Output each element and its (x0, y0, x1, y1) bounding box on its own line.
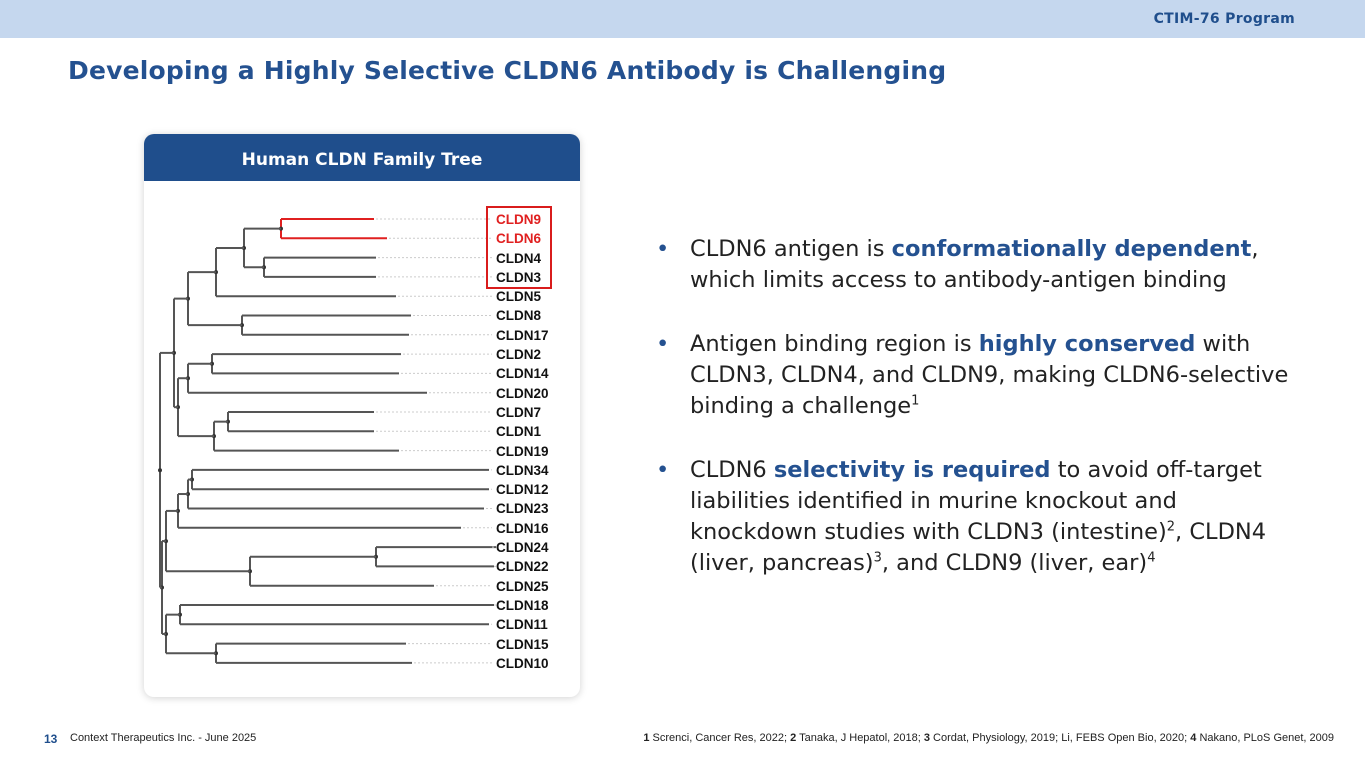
reference-text: Screnci, Cancer Res, 2022; (649, 732, 791, 744)
tree-label: CLDN2 (496, 347, 542, 363)
reference-number: 2 (790, 732, 797, 744)
footnote-ref: 3 (873, 550, 882, 566)
bullet-dot-icon: • (656, 236, 670, 262)
tree-label: CLDN14 (496, 366, 549, 382)
footnote-ref: 1 (911, 393, 920, 409)
tree-card-title: Human CLDN Family Tree (144, 134, 580, 181)
bullet-text: to avoid off-target liabilities identified in murine knockout and knockdown studies with CLDN3 (intestine) (690, 457, 1262, 545)
program-name: CTIM-76 Program (1153, 11, 1295, 27)
page-number: 13 (44, 732, 58, 746)
reference-text: Tanaka, J Hepatol, 2018; (796, 732, 924, 744)
bullet-dot-icon: • (656, 331, 670, 357)
tree-label: CLDN23 (496, 501, 549, 517)
bullet-emphasis: highly conserved (978, 331, 1196, 357)
top-banner (0, 0, 1365, 38)
tree-label: CLDN8 (496, 308, 542, 324)
tree-label: CLDN20 (496, 385, 549, 401)
tree-label: CLDN3 (496, 269, 542, 285)
footer-references (643, 732, 1334, 744)
tree-label: CLDN22 (496, 559, 549, 575)
bullet-text: , and CLDN9 (liver, ear) (881, 550, 1148, 576)
tree-label: CLDN15 (496, 636, 549, 652)
tree-label: CLDN16 (496, 520, 549, 536)
tree-label: CLDN25 (496, 578, 549, 594)
slide-title: Developing a Highly Selective CLDN6 Antibody is Challenging (68, 56, 947, 85)
bullet-item (656, 455, 1296, 579)
tree-label: CLDN6 (496, 231, 542, 247)
bullet-item (656, 329, 1296, 422)
reference-text: Nakano, PLoS Genet, 2009 (1196, 732, 1334, 744)
bullet-emphasis: selectivity is required (773, 457, 1051, 483)
tree-label: CLDN34 (496, 462, 549, 478)
bullet-text: CLDN6 (690, 457, 774, 483)
tree-label: CLDN1 (496, 424, 542, 440)
tree-branches (158, 219, 498, 663)
bullet-text: Antigen binding region is (690, 331, 979, 357)
tree-label: CLDN24 (496, 540, 549, 556)
reference-number: 3 (923, 732, 930, 744)
tree-label: CLDN19 (496, 443, 549, 459)
footnote-ref: 2 (1166, 519, 1176, 535)
bullet-item (656, 234, 1296, 296)
footnote-ref: 4 (1147, 550, 1156, 566)
highlight-box (486, 206, 552, 289)
tree-label: CLDN17 (496, 327, 549, 343)
tree-label: CLDN9 (496, 212, 542, 227)
tree-label: CLDN11 (496, 617, 548, 633)
tree-label: CLDN5 (496, 289, 542, 305)
reference-number: 1 (643, 732, 650, 744)
tree-label: CLDN10 (496, 655, 549, 671)
reference-text: Cordat, Physiology, 2019; Li, FEBS Open Bio, 2020; (929, 732, 1191, 744)
bullet-dot-icon: • (656, 457, 670, 483)
tree-label: CLDN18 (496, 597, 549, 613)
tree-node (158, 468, 162, 472)
bullet-text: with CLDN3, CLDN4, and CLDN9, making CLDN6-selective binding a challenge (690, 331, 1289, 419)
bullet-text: , which limits access to antibody-antigen binding (690, 236, 1259, 293)
bullet-emphasis: conformationally dependent (891, 236, 1252, 262)
tree-label: CLDN12 (496, 482, 549, 498)
tree-label: CLDN4 (496, 250, 542, 266)
reference-number: 4 (1190, 732, 1197, 744)
bullet-list (656, 234, 1296, 612)
tree-label: CLDN7 (496, 404, 542, 420)
tree-card (144, 134, 580, 697)
bullet-text: CLDN6 antigen is (690, 236, 892, 262)
bullet-text: , CLDN4 (liver, pancreas) (690, 519, 1267, 576)
footer-company: Context Therapeutics Inc. - June 2025 (70, 732, 257, 744)
